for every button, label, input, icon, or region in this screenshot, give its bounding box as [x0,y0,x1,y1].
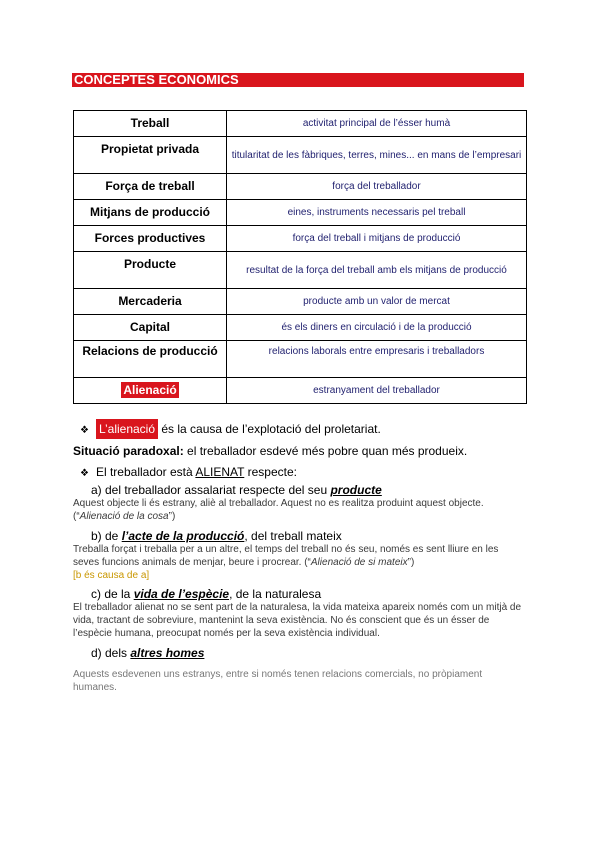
sentence-text: respecte: [244,465,297,479]
definition-cell: és els diners en circulació i de la producció [227,315,527,341]
item-text: a) del treballador assalariat respecte del seu [91,483,331,497]
term-cell: Força de treball [74,174,227,200]
item-text: , de la naturalesa [229,587,322,601]
table-row [74,341,527,378]
item-text: , del treball mateix [244,529,342,543]
table-row [74,252,527,289]
definition-cell: força del treballador [227,174,527,200]
bold-label: Situació paradoxal: [73,444,184,458]
definition-cell: resultat de la força del treball amb els mitjans de producció [227,252,527,289]
bullet-line-alienat [80,465,297,481]
definition-cell: producte amb un valor de mercat [227,289,527,315]
table-row [74,315,527,341]
definition-cell: estranyament del treballador [227,378,527,404]
definition-cell: relacions laborals entre empresaris i treballadors [227,341,527,378]
term-cell: Propietat privada [74,137,227,174]
item-text: c) de la [91,587,134,601]
item-c-heading [91,587,321,601]
table-row [74,226,527,252]
table-row [74,200,527,226]
item-a-heading [91,483,382,497]
definition-cell: titularitat de les fàbriques, terres, mines... en mans de l’empresari [227,137,527,174]
paradox-line [73,444,467,458]
highlighted-term: L’alienació [96,419,158,439]
item-text: d) dels [91,646,131,660]
emphasis-term: producte [330,483,382,497]
term-cell: Mitjans de producció [74,200,227,226]
table-row [74,378,527,404]
definition-cell: activitat principal de l’ésser humà [227,111,527,137]
sentence-text: el treballador esdevé més pobre quan més produeix. [183,444,468,458]
item-text: b) de [91,529,122,543]
term-cell [74,378,227,404]
definition-cell: eines, instruments necessaris pel treball [227,200,527,226]
item-c-text: El treballador alienat no se sent part de la naturalesa, la vida mateixa apareix només com un mitjà de vida, tractant de sobreviure, mantenint la seva existència. No és conscient que és un ésser de l’espècie humana, preocupat només per la seva existència individual. [73,602,522,639]
highlighted-term: Alienació [123,383,177,397]
term-cell: Mercaderia [74,289,227,315]
term-cell: Treball [74,111,227,137]
emphasis-term: altres homes [130,646,205,660]
item-b-text: Treballa forçat i treballa per a un altre, el temps del treball no és seu, només es sent lliure en les seves funcions animals de menjar, beure i procrear. (“Alienació de si mateix”) [73,544,499,568]
term-cell: Capital [74,315,227,341]
underlined-word: ALIENAT [195,465,245,479]
table-row [74,111,527,137]
item-d-text: Aquests esdevenen uns estranys, entre si només tenen relacions comercials, no pròpiament humanes. [73,669,483,693]
sentence-text: és la causa de l’explotació del proletariat. [158,422,381,436]
item-d-heading [91,646,204,660]
table-row [74,289,527,315]
emphasis-term: vida de l’espècie [133,587,230,601]
concepts-table [73,110,527,404]
sentence-text: El treballador està [95,465,196,479]
bullet-line-alienacio [80,422,381,438]
item-b-heading [91,529,342,543]
diamond-bullet-icon: ❖ [80,425,89,436]
emphasis-term: l’acte de la producció [121,529,245,543]
term-cell: Producte [74,252,227,289]
term-cell: Forces productives [74,226,227,252]
table-row [74,174,527,200]
section-title: CONCEPTES ECONOMICS [72,73,524,87]
table-row [74,137,527,174]
term-cell: Relacions de producció [74,341,227,378]
diamond-bullet-icon: ❖ [80,468,89,479]
item-b-note: [b és causa de a] [73,570,150,581]
definition-cell: força del treball i mitjans de producció [227,226,527,252]
item-a-text: Aquest objecte li és estrany, aliè al treballador. Aquest no es realitza produint aquest objecte. (“Alienació de la cosa”) [73,498,484,522]
